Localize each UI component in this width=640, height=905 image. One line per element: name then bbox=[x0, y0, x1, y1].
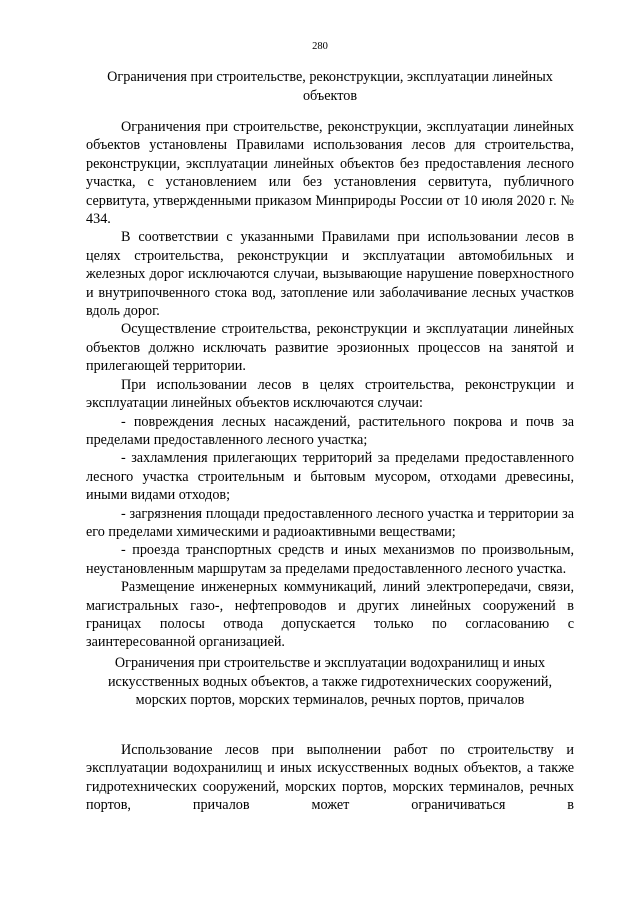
section-heading-water-objects: Ограничения при строительстве и эксплуатации водохранилищ и иных искусственных водных объектов, а также гидротехнических сооружений, морских портов, морских терминалов, речных портов, причалов bbox=[107, 655, 553, 708]
section-body-linear-objects bbox=[86, 118, 574, 652]
page-number: 280 bbox=[312, 41, 328, 52]
list-item: - повреждения лесных насаждений, растительного покрова и почв за пределами предоставленного лесного участка; bbox=[86, 413, 574, 448]
paragraph: В соответствии с указанными Правилами при использовании лесов в целях строительства, реконструкции и эксплуатации автомобильных и железных дорог исключаются случаи, вызывающие нарушение поверхностного и внутрипочвенного стока вод, затопление или заболачивание лесных участков вдоль дорог. bbox=[86, 229, 574, 320]
section-body-water-objects bbox=[86, 741, 574, 815]
list-item: - захламления прилегающих территорий за пределами предоставленного лесного участка строительным и бытовым мусором, отходами древесины, иными видами отходов; bbox=[86, 450, 574, 504]
list-item: - загрязнения площади предоставленного лесного участка и территории за его пределами химическими и радиоактивными веществами; bbox=[86, 505, 574, 540]
paragraph: Ограничения при строительстве, реконструкции, эксплуатации линейных объектов установлены Правилами использования лесов для строительства, реконструкции, эксплуатации линейных объектов без предоставления лесного участка, с установлением или без установления сервитута, публичного сервитута, утвержденными приказом Минприроды России от 10 июля 2020 г. № 434. bbox=[86, 119, 574, 228]
section-heading-linear-objects: Ограничения при строительстве, реконструкции, эксплуатации линейных объектов bbox=[107, 69, 553, 104]
paragraph: При использовании лесов в целях строительства, реконструкции и эксплуатации линейных объектов исключаются случаи: bbox=[86, 376, 574, 412]
paragraph: Осуществление строительства, реконструкции и эксплуатации линейных объектов должно исключать развитие эрозионных процессов на занятой и прилегающей территории. bbox=[86, 321, 574, 375]
paragraph: Размещение инженерных коммуникаций, линий электропередачи, связи, магистральных газо-, нефтепроводов и других линейных сооружений в границах полосы отвода допускается только по согласованию с заинтересованной организацией. bbox=[86, 579, 574, 651]
paragraph: Использование лесов при выполнении работ по строительству и эксплуатации водохранилищ и иных искусственных водных объектов, а также гидротехнических сооружений, морских портов, морских терминалов, речных портов, причалов может ограничиваться в bbox=[86, 742, 574, 814]
list-item: - проезда транспортных средств и иных механизмов по произвольным, неустановленным маршрутам за пределами предоставленного лесного участка. bbox=[86, 542, 574, 577]
